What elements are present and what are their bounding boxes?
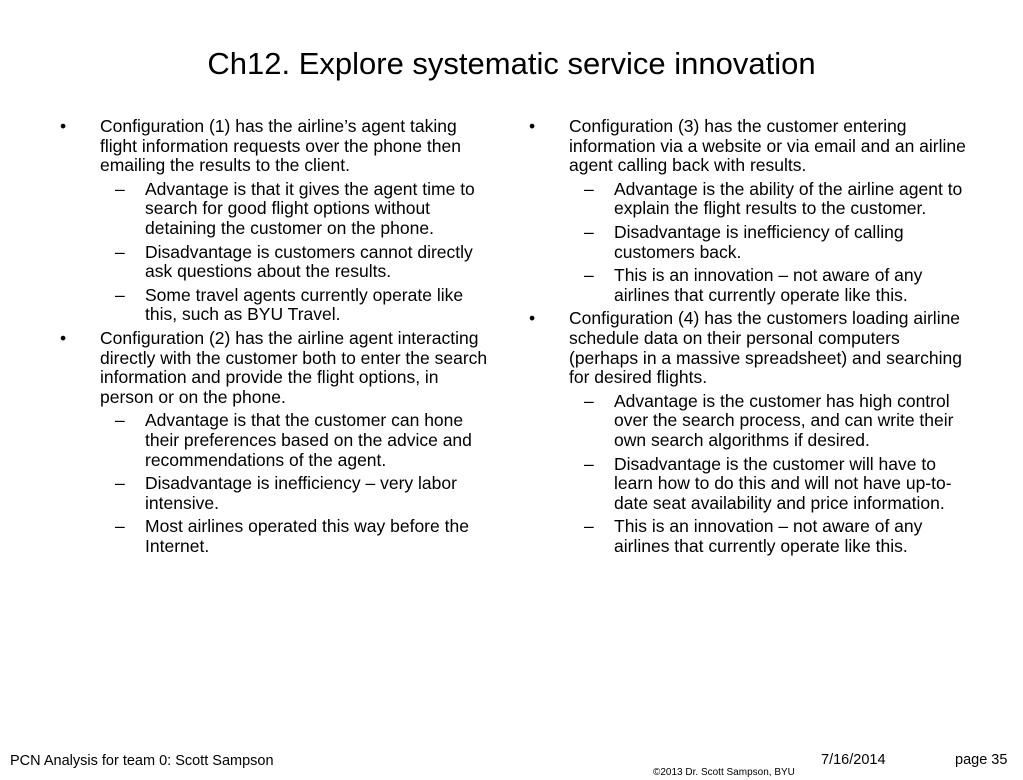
- sub-text: Disadvantage is inefficiency – very labor intensive.: [145, 473, 457, 513]
- dash-marker: –: [115, 284, 125, 305]
- bullet-marker: •: [60, 116, 67, 136]
- sub-text: Advantage is the customer has high control over the search process, and can write their own search algorithms if desired.: [614, 390, 954, 450]
- bullet-item: [60, 117, 490, 325]
- bullet-text: Configuration (2) has the airline agent interacting directly with the customer both to enter the search information and provide the flight options, in person or on the phone.: [100, 327, 488, 407]
- sub-text: Advantage is the ability of the airline agent to explain the flight results to the customer.: [614, 178, 963, 219]
- sub-item: [100, 286, 490, 325]
- dash-marker: –: [115, 410, 125, 431]
- bullet-marker: •: [60, 327, 67, 348]
- sub-text: Some travel agents currently operate like this, such as BYU Travel.: [145, 284, 464, 325]
- sub-item: [100, 411, 490, 470]
- bullet-item: [60, 329, 490, 557]
- sub-item: [100, 243, 490, 282]
- bullet-text: Configuration (4) has the customers loading airline schedule data on their personal computers (perhaps in a massive spreadsheet) and searching for desired flights.: [569, 308, 962, 388]
- dash-marker: –: [115, 178, 125, 199]
- bullet-text: Configuration (3) has the customer entering information via a website or via email and an airline agent calling back with results.: [569, 116, 966, 176]
- sub-list: [569, 180, 969, 306]
- sub-item: [569, 517, 969, 556]
- footer-copyright: ©2013 Dr. Scott Sampson, BYU: [653, 767, 795, 778]
- footer-team-label: PCN Analysis for team 0: Scott Sampson: [10, 753, 274, 769]
- sub-item: [569, 392, 969, 451]
- sub-text: Disadvantage is inefficiency of calling customers back.: [614, 221, 904, 262]
- sub-item: [569, 455, 969, 514]
- sub-text: This is an innovation – not aware of any airlines that currently operate like this.: [614, 516, 923, 556]
- left-column: [60, 117, 490, 560]
- sub-text: Advantage is that it gives the agent time to search for good flight options without detaining the customer on the phone.: [145, 178, 475, 238]
- bullet-text: Configuration (1) has the airline’s agent taking flight information requests over the phone then emailing the results to the client.: [100, 116, 461, 176]
- sub-item: [100, 474, 490, 513]
- sub-item: [100, 517, 490, 556]
- sub-text: This is an innovation – not aware of any airlines that currently operate like this.: [614, 265, 923, 305]
- sub-text: Disadvantage is the customer will have to learn how to do this and will not have up-to-date seat availability and price information.: [614, 453, 952, 513]
- bullet-marker: •: [529, 308, 536, 329]
- footer-date: 7/16/2014: [821, 752, 886, 768]
- dash-marker: –: [584, 178, 594, 199]
- sub-text: Advantage is that the customer can hone their preferences based on the advice and recommendations of the agent.: [145, 410, 472, 470]
- dash-marker: –: [584, 453, 594, 474]
- sub-list: [569, 392, 969, 557]
- bullet-item: [529, 309, 969, 556]
- sub-item: [100, 180, 490, 239]
- footer-page-number: page 35: [955, 752, 1008, 768]
- bullet-item: [529, 117, 969, 305]
- sub-item: [569, 180, 969, 219]
- dash-marker: –: [115, 516, 125, 537]
- sub-text: Most airlines operated this way before the Internet.: [145, 516, 469, 556]
- dash-marker: –: [115, 473, 125, 494]
- dash-marker: –: [584, 390, 594, 411]
- bullet-marker: •: [529, 116, 536, 136]
- sub-item: [569, 223, 969, 262]
- sub-list: [100, 180, 490, 325]
- slide-title: Ch12. Explore systematic service innovation: [207, 46, 816, 81]
- right-column: [529, 117, 969, 560]
- sub-list: [100, 411, 490, 556]
- dash-marker: –: [115, 241, 125, 262]
- dash-marker: –: [584, 516, 594, 537]
- dash-marker: –: [584, 221, 594, 242]
- sub-item: [569, 266, 969, 305]
- dash-marker: –: [584, 265, 594, 286]
- sub-text: Disadvantage is customers cannot directly ask questions about the results.: [145, 241, 473, 282]
